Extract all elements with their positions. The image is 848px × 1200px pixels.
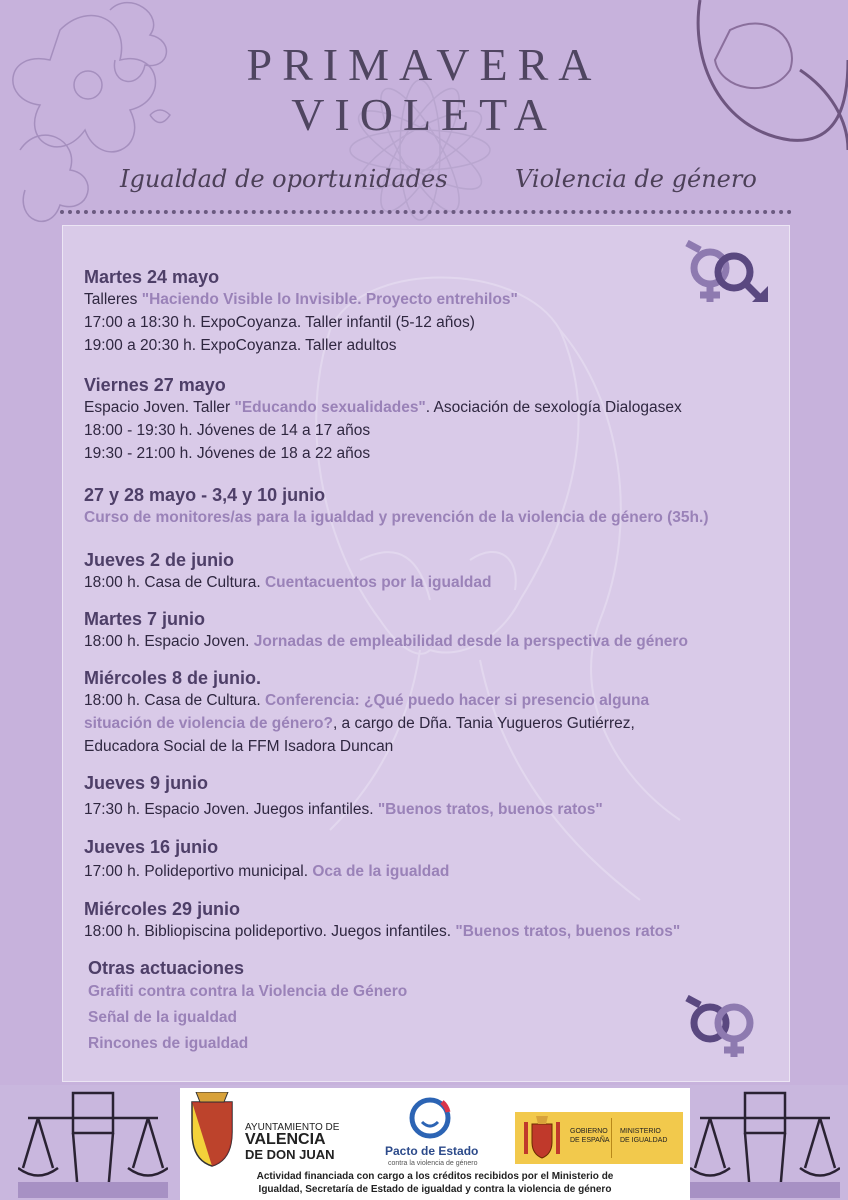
gobierno-l1: GOBIERNO: [570, 1128, 608, 1135]
otras-item: Señal de la igualdad: [88, 1009, 238, 1026]
event-highlight: "Haciendo Visible lo Invisible. Proyecto entrehilos": [141, 291, 518, 308]
ministerio-l1: MINISTERIO: [620, 1128, 661, 1135]
event-highlight: "Educando sexualidades": [234, 399, 426, 416]
event-2: [84, 374, 784, 465]
event-8: [84, 836, 784, 883]
event-date: 27 y 28 mayo - 3,4 y 10 junio: [84, 485, 326, 505]
event-highlight: Curso de monitores/as para la igualdad y prevención de la violencia de género (35h.): [84, 509, 709, 526]
event-9: [84, 898, 784, 943]
otras-title: Otras actuaciones: [88, 958, 245, 978]
tagline-left: Igualdad de oportunidades: [120, 165, 448, 193]
ayto-label: AYUNTAMIENTO DE: [245, 1122, 340, 1133]
event-text: 17:00 h. Polideportivo municipal.: [84, 863, 313, 880]
funding-note: Actividad financiada con cargo a los créditos recibidos por el Ministerio de Igualdad, Secretaría de Estado de igualdad y contra la violencia de género: [256, 1171, 614, 1195]
event-text: 17:30 h. Espacio Joven. Juegos infantiles.: [84, 801, 378, 818]
event-7: [84, 772, 784, 821]
event-text: 19:30 - 21:00 h. Jóvenes de 18 a 22 años: [84, 445, 371, 462]
event-highlight: "Buenos tratos, buenos ratos": [377, 801, 603, 818]
ministerio-l2: DE IGUALDAD: [620, 1137, 668, 1144]
event-highlight: Conferencia: ¿Qué puedo hacer si presencio alguna: [264, 692, 650, 709]
event-date: Miércoles 8 de junio.: [84, 668, 262, 688]
tagline-right: Violencia de género: [515, 165, 757, 193]
event-text: 19:00 a 20:30 h. ExpoCoyanza. Taller adultos: [84, 337, 397, 354]
pacto-logo-icon: [402, 1094, 458, 1144]
event-text: 18:00 h. Casa de Cultura.: [84, 574, 265, 591]
event-text: Espacio Joven. Taller: [84, 399, 235, 416]
event-highlight: Oca de la igualdad: [312, 863, 450, 880]
event-4: [84, 549, 784, 594]
event-date: Jueves 16 junio: [84, 837, 219, 857]
ayto-subname: DE DON JUAN: [245, 1147, 335, 1162]
event-text: Educadora Social de la FFM Isadora Duncan: [84, 738, 394, 755]
ayto-name: VALENCIA: [245, 1131, 326, 1148]
event-highlight: Jornadas de empleabilidad desde la perspectiva de género: [253, 633, 688, 650]
event-6: [84, 667, 784, 758]
gobierno-l2: DE ESPAÑA: [570, 1137, 610, 1144]
event-text: Talleres: [84, 291, 142, 308]
dotted-divider: [60, 210, 792, 214]
otras-actuaciones: [88, 957, 788, 1057]
title-line-2: VIOLETA: [291, 89, 557, 140]
event-text: 18:00 - 19:30 h. Jóvenes de 14 a 17 años: [84, 422, 371, 439]
spain-coat-of-arms-icon: [522, 1116, 562, 1160]
town-shield-icon: [186, 1092, 238, 1168]
pacto-label: Pacto de Estado: [385, 1144, 479, 1158]
event-date: Jueves 9 junio: [84, 773, 209, 793]
gobierno-divider: [611, 1118, 612, 1158]
event-text: 17:00 a 18:30 h. ExpoCoyanza. Taller infantil (5-12 años): [84, 314, 475, 331]
event-text: 18:00 h. Bibliopiscina polideportivo. Juegos infantiles.: [84, 923, 456, 940]
event-text: , a cargo de Dña. Tania Yugueros Gutiérrez,: [332, 715, 635, 732]
otras-item: Rincones de igualdad: [88, 1035, 249, 1052]
event-text: . Asociación de sexología Dialogasex: [425, 399, 682, 416]
otras-item: Grafiti contra contra la Violencia de Género: [88, 983, 408, 1000]
event-1: [84, 266, 784, 357]
pacto-subtitle: contra la violencia de género: [388, 1160, 478, 1167]
event-text: 18:00 h. Casa de Cultura.: [84, 692, 265, 709]
event-date: Viernes 27 mayo: [84, 375, 226, 395]
event-highlight: situación de violencia de género?: [84, 715, 333, 732]
title-line-1: PRIMAVERA: [246, 39, 602, 90]
event-date: Martes 24 mayo: [84, 267, 220, 287]
event-date: Miércoles 29 junio: [84, 899, 241, 919]
event-highlight: Cuentacuentos por la igualdad: [264, 574, 492, 591]
fist-scale-icon-right: [690, 1088, 840, 1198]
event-3: [84, 484, 784, 529]
event-text: 18:00 h. Espacio Joven.: [84, 633, 254, 650]
event-date: Jueves 2 de junio: [84, 550, 235, 570]
fist-scale-icon-left: [18, 1088, 168, 1198]
event-5: [84, 608, 784, 653]
event-date: Martes 7 junio: [84, 609, 206, 629]
event-highlight: "Buenos tratos, buenos ratos": [455, 923, 681, 940]
